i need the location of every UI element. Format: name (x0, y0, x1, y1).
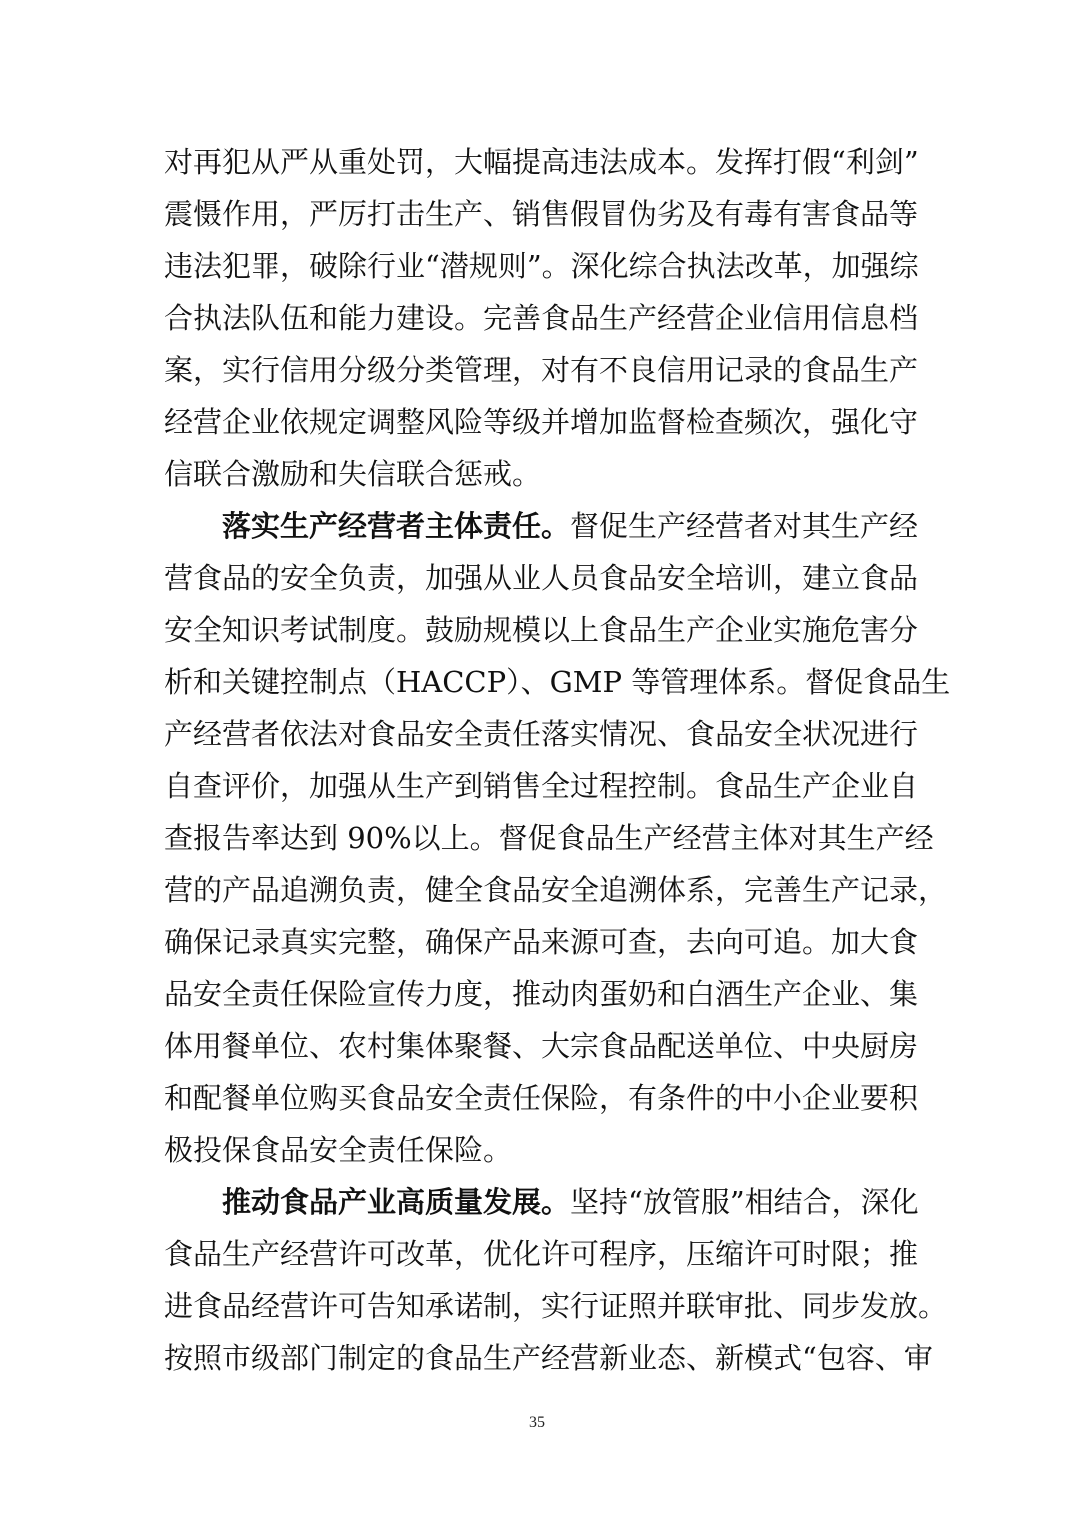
paragraph-producer-responsibility (164, 500, 951, 1176)
text-line: 震慑作用，严厉打击生产、销售假冒伪劣及有毒有害食品等 (164, 197, 919, 231)
text-line: 按照市级部门制定的食品生产经营新业态、新模式“包容、审 (164, 1341, 933, 1375)
text-line: 经营企业依规定调整风险等级并增加监督检查频次，强化守 (164, 405, 919, 439)
text-line: 查报告率达到 90%以上。督促食品生产经营主体对其生产经 (164, 821, 934, 855)
text-line: 体用餐单位、农村集体聚餐、大宗食品配送单位、中央厨房 (164, 1029, 919, 1063)
text-line: 和配餐单位购买食品安全责任保险，有条件的中小企业要积 (164, 1081, 919, 1115)
page-number: 35 (529, 1414, 545, 1431)
text-line: 确保记录真实完整，确保产品来源可查，去向可追。加大食 (164, 925, 919, 959)
text-line: 品安全责任保险宣传力度，推动肉蛋奶和白酒生产企业、集 (164, 977, 919, 1011)
text-line: 极投保食品安全责任保险。 (164, 1133, 513, 1167)
text-line: 违法犯罪，破除行业“潜规则”。深化综合执法改革，加强综 (164, 249, 919, 283)
body-text (164, 136, 951, 1384)
text-line: 自查评价，加强从生产到销售全过程控制。食品生产企业自 (164, 769, 919, 803)
text-line: 合执法队伍和能力建设。完善食品生产经营企业信用信息档 (164, 301, 919, 335)
section-heading: 落实生产经营者主体责任。 (222, 509, 571, 543)
text-line: 案，实行信用分级分类管理，对有不良信用记录的食品生产 (164, 353, 919, 387)
text-line: 营的产品追溯负责，健全食品安全追溯体系，完善生产记录， (164, 873, 948, 907)
text-line: 安全知识考试制度。鼓励规模以上食品生产企业实施危害分 (164, 613, 919, 647)
text-line: 析和关键控制点（HACCP）、GMP 等管理体系。督促食品生 (164, 665, 951, 699)
text-line: 信联合激励和失信联合惩戒。 (164, 457, 542, 491)
text-line: 产经营者依法对食品安全责任落实情况、食品安全状况进行 (164, 717, 919, 751)
section-heading: 推动食品产业高质量发展。 (222, 1185, 571, 1219)
paragraph-penalties (164, 136, 919, 500)
paragraph-industry-development (164, 1176, 948, 1384)
text-line: 营食品的安全负责，加强从业人员食品安全培训，建立食品 (164, 561, 919, 595)
text-line: 进食品经营许可告知承诺制，实行证照并联审批、同步发放。 (164, 1289, 948, 1323)
text-line-first (164, 500, 919, 552)
text-line: 对再犯从严从重处罚，大幅提高违法成本。发挥打假“利剑” (164, 145, 919, 179)
text-run: 督促生产经营者对其生产经 (570, 509, 919, 543)
text-run: 坚持“放管服”相结合，深化 (570, 1185, 919, 1219)
text-line-first (164, 1176, 919, 1228)
text-line: 食品生产经营许可改革，优化许可程序，压缩许可时限；推 (164, 1237, 919, 1271)
